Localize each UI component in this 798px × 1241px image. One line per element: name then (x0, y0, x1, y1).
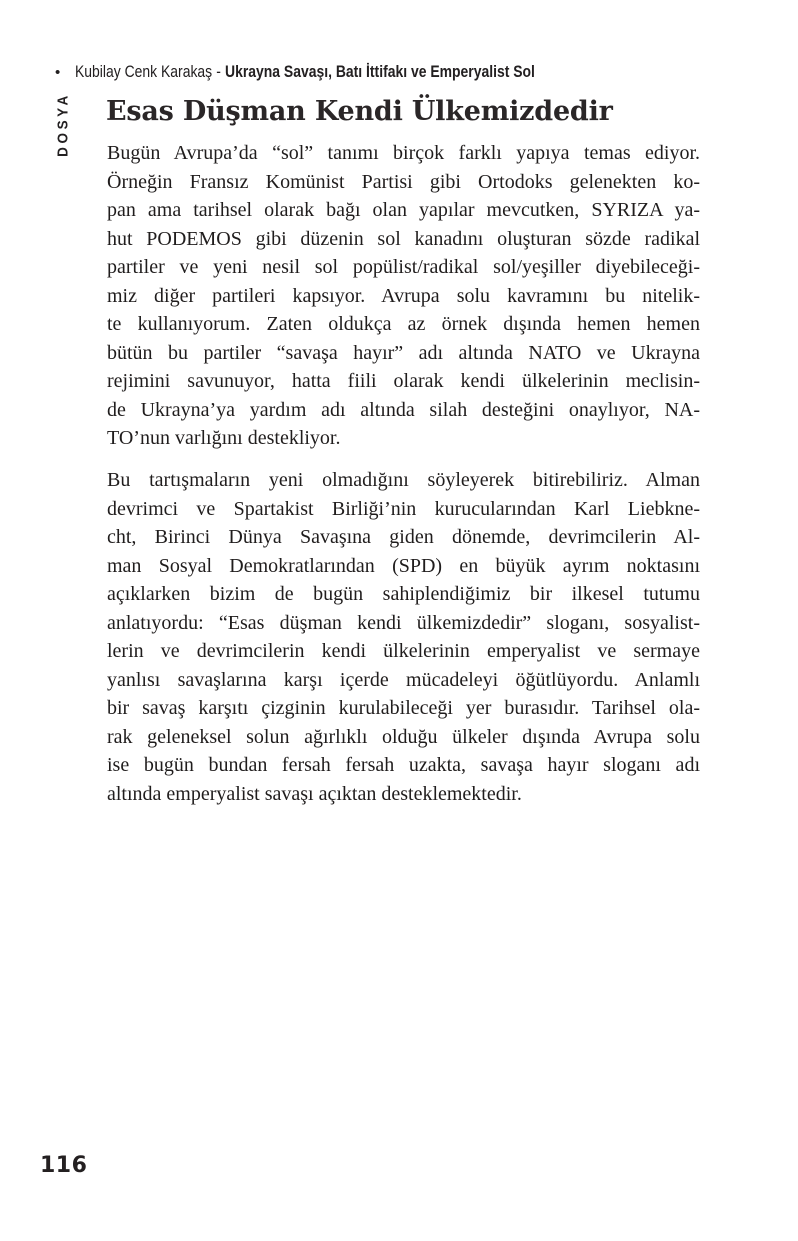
running-header (55, 62, 636, 82)
running-header-text (75, 62, 535, 82)
paragraph-2 (107, 466, 700, 808)
text-line: lerin ve devrimcilerin kendi ülkelerinin emperyalist ve sermaye (107, 640, 700, 662)
text-line: anlatıyordu: “Esas düşman kendi ülkemizdedir” sloganı, sosyalist- (107, 611, 700, 634)
text-line: devrimci ve Spartakist Birliği’nin kurucularından Karl Liebkne- (107, 497, 700, 520)
header-separator: - (216, 62, 222, 81)
text-line: rak geleneksel solun ağırlıklı olduğu ülkeler dışında Avrupa solu (107, 725, 700, 748)
text-line: cht, Birinci Dünya Savaşına giden dönemde, devrimcilerin Al- (107, 526, 700, 548)
text-line: Bu tartışmaların yeni olmadığını söyleyerek bitirebiliriz. Alman (107, 469, 700, 491)
text-line: hut PODEMOS gibi düzenin sol kanadını oluşturan sözde radikal (107, 227, 700, 250)
text-line: bir savaş karşıtı çizginin kurulabileceği yer burasıdır. Tarihsel ola- (107, 697, 700, 719)
text-line: pan ama tarihsel olarak bağı olan yapılar mevcutken, SYRIZA ya- (107, 199, 700, 221)
text-line: yanlısı savaşlarına karşı içerde mücadeleyi öğütlüyordu. Anlamlı (107, 668, 700, 691)
text-line: man Sosyal Demokratlarından (SPD) en büyük ayrım noktasını (107, 554, 700, 577)
text-line: de Ukrayna’ya yardım adı altında silah desteğini onaylıyor, NA- (107, 398, 700, 421)
text-line: Bugün Avrupa’da “sol” tanımı birçok farklı yapıya temas ediyor. (107, 142, 700, 164)
text-line: ise bugün bundan fersah fersah uzakta, savaşa hayır sloganı adı (107, 754, 700, 776)
text-line: partiler ve yeni nesil sol popülist/radikal sol/yeşiller diyebileceği- (107, 256, 700, 278)
section-sidebar-label: DOSYA (54, 91, 72, 157)
text-line: bütün bu partiler “savaşa hayır” adı altında NATO ve Ukrayna (107, 341, 700, 364)
text-line: rejimini savunuyor, hatta fiili olarak kendi ülkelerinin meclisin- (107, 370, 700, 392)
book-title: Ukrayna Savaşı, Batı İttifakı ve Emperyalist Sol (225, 62, 536, 81)
text-line: altında emperyalist savaşı açıktan desteklemektedir. (107, 782, 522, 805)
text-line: TO’nun varlığını destekliyor. (107, 427, 341, 449)
author-name: Kubilay Cenk Karakaş (75, 62, 213, 81)
paragraph-1 (107, 139, 700, 453)
text-line: miz diğer partileri kapsıyor. Avrupa solu kavramını bu nitelik- (107, 284, 700, 307)
article-title: Esas Düşman Kendi Ülkemizdedir (106, 96, 613, 127)
section-sidebar-label-wrap (44, 86, 82, 162)
text-line: te kullanıyorum. Zaten oldukça az örnek dışında hemen hemen (107, 313, 700, 335)
text-line: açıklarken bizim de bugün sahiplendiğimiz bir ilkesel tutumu (107, 583, 700, 605)
bullet-icon: • (55, 63, 61, 81)
text-line: Örneğin Fransız Komünist Partisi gibi Ortodoks gelenekten ko- (107, 170, 700, 193)
page-number: 116 (40, 1153, 88, 1178)
